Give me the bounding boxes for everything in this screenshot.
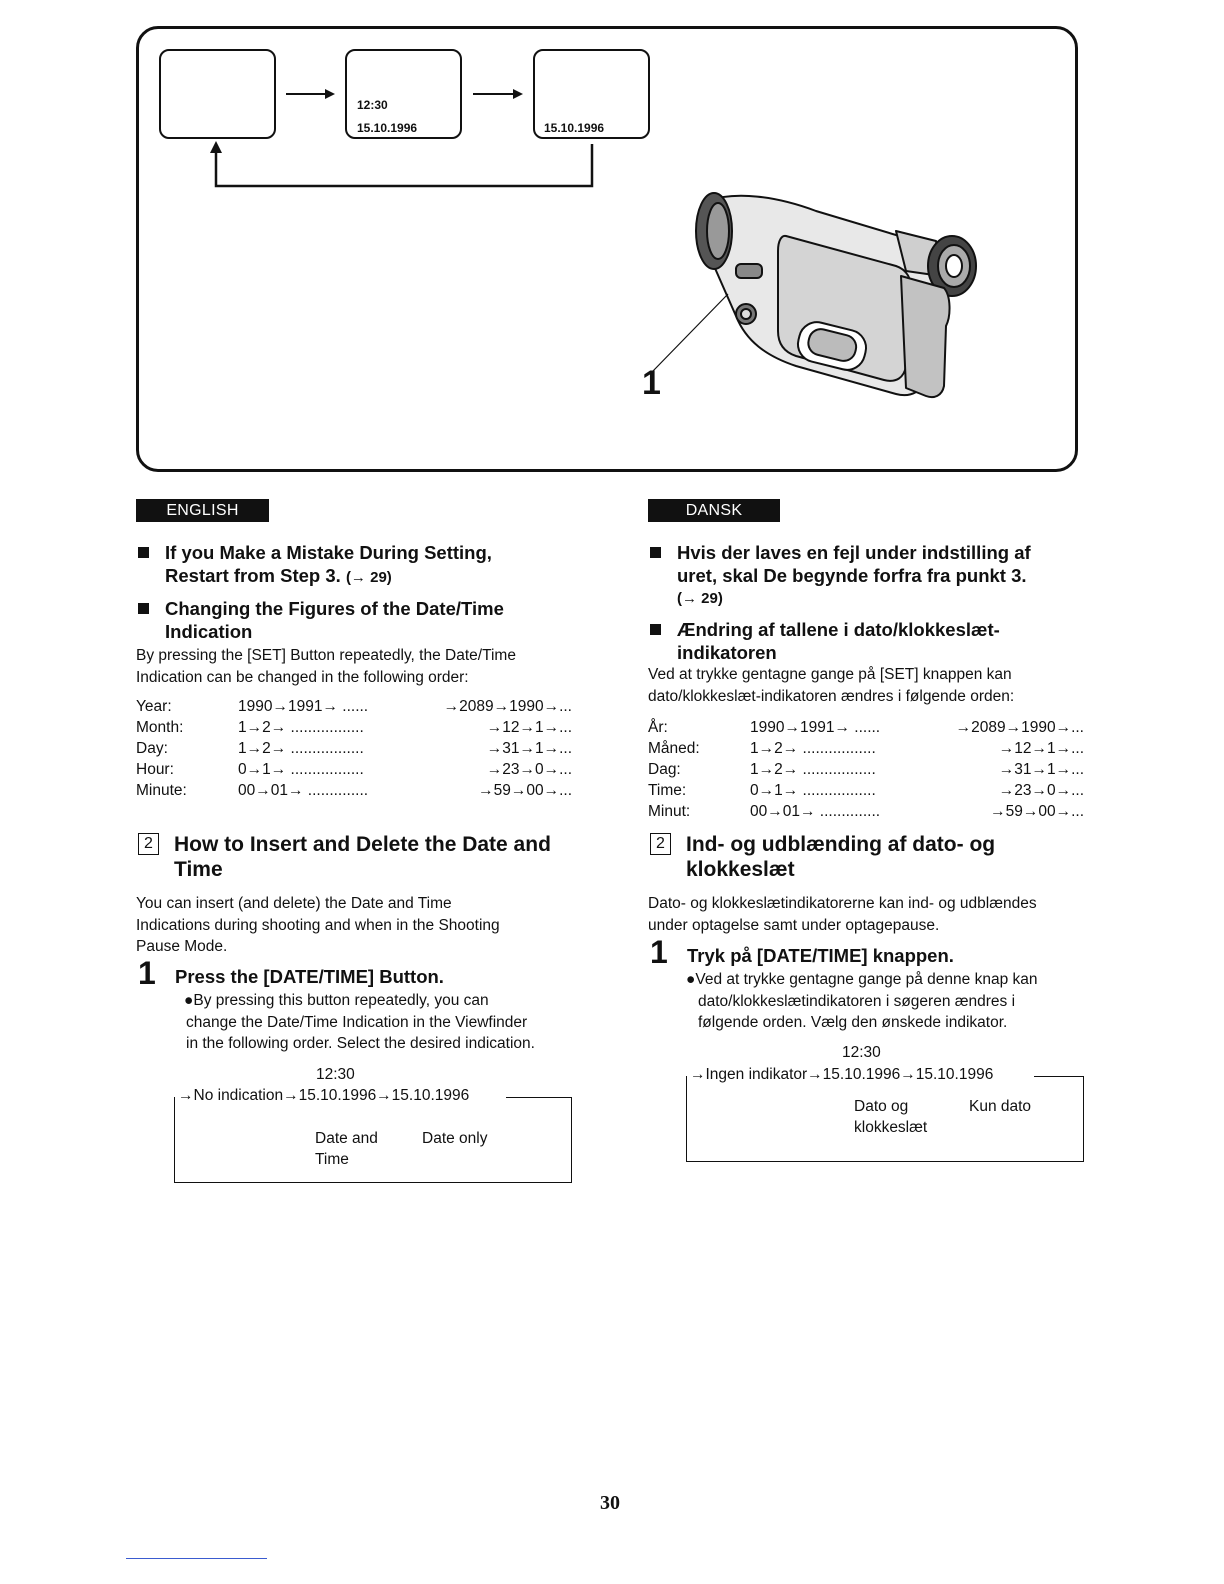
diagram-svg — [136, 26, 1078, 472]
bullet-line: Indication — [165, 621, 253, 642]
page-reference: (→ 29) — [345, 569, 392, 586]
bullet-line: Hvis der laves en fejl under indstilling af — [677, 542, 1031, 563]
page-number: 30 — [600, 1492, 620, 1514]
label-date-only: Kun dato — [969, 1098, 1032, 1115]
camcorder-illustration — [696, 193, 976, 397]
row-label: År: — [648, 719, 668, 736]
order-sequence: →No indication→15.10.1996→15.10.1996 — [178, 1087, 470, 1104]
bullet-square-icon — [650, 547, 661, 558]
change-figures-bullet — [650, 618, 1120, 664]
step-line: ●Ved at trykke gentagne gange på denne knap kan — [686, 971, 1038, 988]
body-line: Dato- og klokkeslætindikatorerne kan ind- og udblændes — [648, 895, 1037, 912]
bullet-line: If you Make a Mistake During Setting, — [165, 542, 492, 563]
intro-line: Ved at trykke gentagne gange på [SET] knappen kan — [648, 666, 1012, 683]
row-start: 00→01→ .............. — [750, 803, 881, 820]
row-end: →23→0→... — [998, 782, 1084, 799]
bullet-line: uret, skal De begynde forfra fra punkt 3. — [677, 565, 1027, 586]
row-label: Hour: — [136, 761, 174, 778]
row-end: →2089→1990→... — [955, 719, 1084, 736]
step-line: dato/klokkeslætindikatoren i søgeren ændres i — [698, 992, 1016, 1010]
row-end: →59→00→... — [990, 803, 1084, 820]
order-sequence: →Ingen indikator→15.10.1996→15.10.1996 — [690, 1066, 994, 1083]
row-label: Time: — [648, 782, 687, 799]
label-line: klokkeslæt — [854, 1119, 928, 1136]
section-title-line: Ind- og udblænding af dato- og — [686, 833, 996, 856]
table-row — [136, 696, 576, 718]
row-start: 1→2→ ................. — [750, 761, 876, 778]
dansk-sequence-table — [648, 717, 1088, 832]
bullet-square-icon — [138, 547, 149, 558]
step-line: change the Date/Time Indication in the Viewfinder — [186, 1013, 528, 1031]
row-label: Month: — [136, 719, 184, 736]
row-start: 1990→1991→ ...... — [238, 698, 369, 715]
step-line: følgende orden. Vælg den ønskede indikator. — [698, 1014, 1008, 1031]
body-line: You can insert (and delete) the Date and Time — [136, 895, 452, 912]
row-end: →12→1→... — [998, 740, 1084, 757]
screen-time: 12:30 — [357, 98, 388, 112]
label-line: Time — [315, 1151, 349, 1168]
table-row — [136, 780, 576, 802]
screen-date: 15.10.1996 — [544, 121, 605, 135]
row-end: →31→1→... — [486, 740, 572, 757]
screen-date: 15.10.1996 — [357, 121, 418, 135]
english-section-heading — [138, 832, 608, 882]
row-start: 1→2→ ................. — [750, 740, 876, 757]
row-start: 0→1→ ................. — [750, 782, 876, 799]
table-row — [648, 717, 1088, 739]
row-end: →2089→1990→... — [443, 698, 572, 715]
label-line: Date and — [315, 1130, 378, 1147]
dansk-step-body — [686, 969, 1106, 1034]
row-end: →23→0→... — [486, 761, 572, 778]
row-label: Minute: — [136, 782, 187, 799]
label-line: Dato og — [854, 1098, 909, 1115]
intro-line: dato/klokkeslæt-indikatoren ændres i følgende orden: — [648, 687, 1015, 705]
step-line: ●By pressing this button repeatedly, you can — [184, 992, 489, 1009]
arrow-right-icon — [473, 89, 523, 99]
row-end: →31→1→... — [998, 761, 1084, 778]
change-figures-intro — [648, 664, 1118, 707]
row-label: Year: — [136, 698, 172, 715]
row-end: →12→1→... — [486, 719, 572, 736]
step-number: 1 — [650, 934, 668, 970]
row-label: Minut: — [648, 803, 691, 820]
section-title-line: How to Insert and Delete the Date and — [174, 833, 551, 856]
language-tag-english: ENGLISH — [136, 499, 269, 522]
bullet-line — [165, 564, 598, 589]
section-number-box: 2 — [650, 833, 671, 855]
label-date-only: Date only — [422, 1130, 488, 1147]
row-label: Måned: — [648, 740, 700, 757]
row-start: 1→2→ ................. — [238, 740, 364, 757]
table-row — [648, 759, 1088, 781]
step-line: in the following order. Select the desired indication. — [186, 1035, 535, 1052]
arrow-right-icon — [286, 89, 335, 99]
table-row — [648, 801, 1088, 823]
callout-number: 1 — [642, 364, 661, 402]
mistake-bullet — [138, 541, 598, 589]
row-start: 00→01→ .............. — [238, 782, 369, 799]
row-start: 0→1→ ................. — [238, 761, 364, 778]
dansk-section-body — [648, 893, 1118, 936]
table-row — [648, 738, 1088, 760]
step-title: Press the [DATE/TIME] Button. — [175, 966, 444, 987]
row-label: Dag: — [648, 761, 681, 778]
english-step-body — [184, 990, 604, 1055]
bullet-line: indikatoren — [677, 642, 777, 663]
label-date-and-time — [854, 1096, 927, 1138]
intro-line: Indication can be changed in the following order: — [136, 668, 469, 686]
english-sequence-table — [136, 696, 576, 811]
loop-back-arrow-icon — [210, 141, 592, 186]
row-label: Day: — [136, 740, 168, 757]
dansk-section-heading — [650, 832, 1120, 882]
table-row — [648, 780, 1088, 802]
table-row — [136, 738, 576, 760]
row-start: 1990→1991→ ...... — [750, 719, 881, 736]
change-figures-intro — [136, 645, 606, 688]
section-title-line: Time — [174, 858, 223, 881]
body-line: Pause Mode. — [136, 938, 228, 955]
mistake-bullet — [650, 541, 1120, 610]
body-line: under optagelse samt under optagepause. — [648, 916, 940, 934]
order-time: 12:30 — [316, 1066, 355, 1083]
table-row — [136, 717, 576, 739]
order-time: 12:30 — [842, 1044, 881, 1061]
step-title: Tryk på [DATE/TIME] knappen. — [687, 945, 954, 966]
row-start: 1→2→ ................. — [238, 719, 364, 736]
table-row — [136, 759, 576, 781]
bullet-text: Restart from Step 3. — [165, 565, 341, 586]
english-section-body — [136, 893, 606, 958]
footer-rule — [126, 1558, 267, 1559]
callout-line — [653, 294, 728, 371]
section-number-box: 2 — [138, 833, 159, 855]
bullet-line: Ændring af tallene i dato/klokkeslæt- — [677, 619, 1000, 640]
label-date-and-time — [315, 1128, 378, 1170]
bullet-square-icon — [650, 624, 661, 635]
language-tag-dansk: DANSK — [648, 499, 780, 522]
change-figures-bullet — [138, 597, 598, 643]
intro-line: By pressing the [SET] Button repeatedly, the Date/Time — [136, 647, 516, 664]
page-reference: (→ 29) — [677, 590, 723, 607]
section-title-line: klokkeslæt — [686, 858, 795, 881]
bullet-square-icon — [138, 603, 149, 614]
bullet-line: Changing the Figures of the Date/Time — [165, 598, 504, 619]
row-end: →59→00→... — [478, 782, 572, 799]
step-number: 1 — [138, 955, 156, 991]
body-line: Indications during shooting and when in the Shooting — [136, 916, 500, 934]
